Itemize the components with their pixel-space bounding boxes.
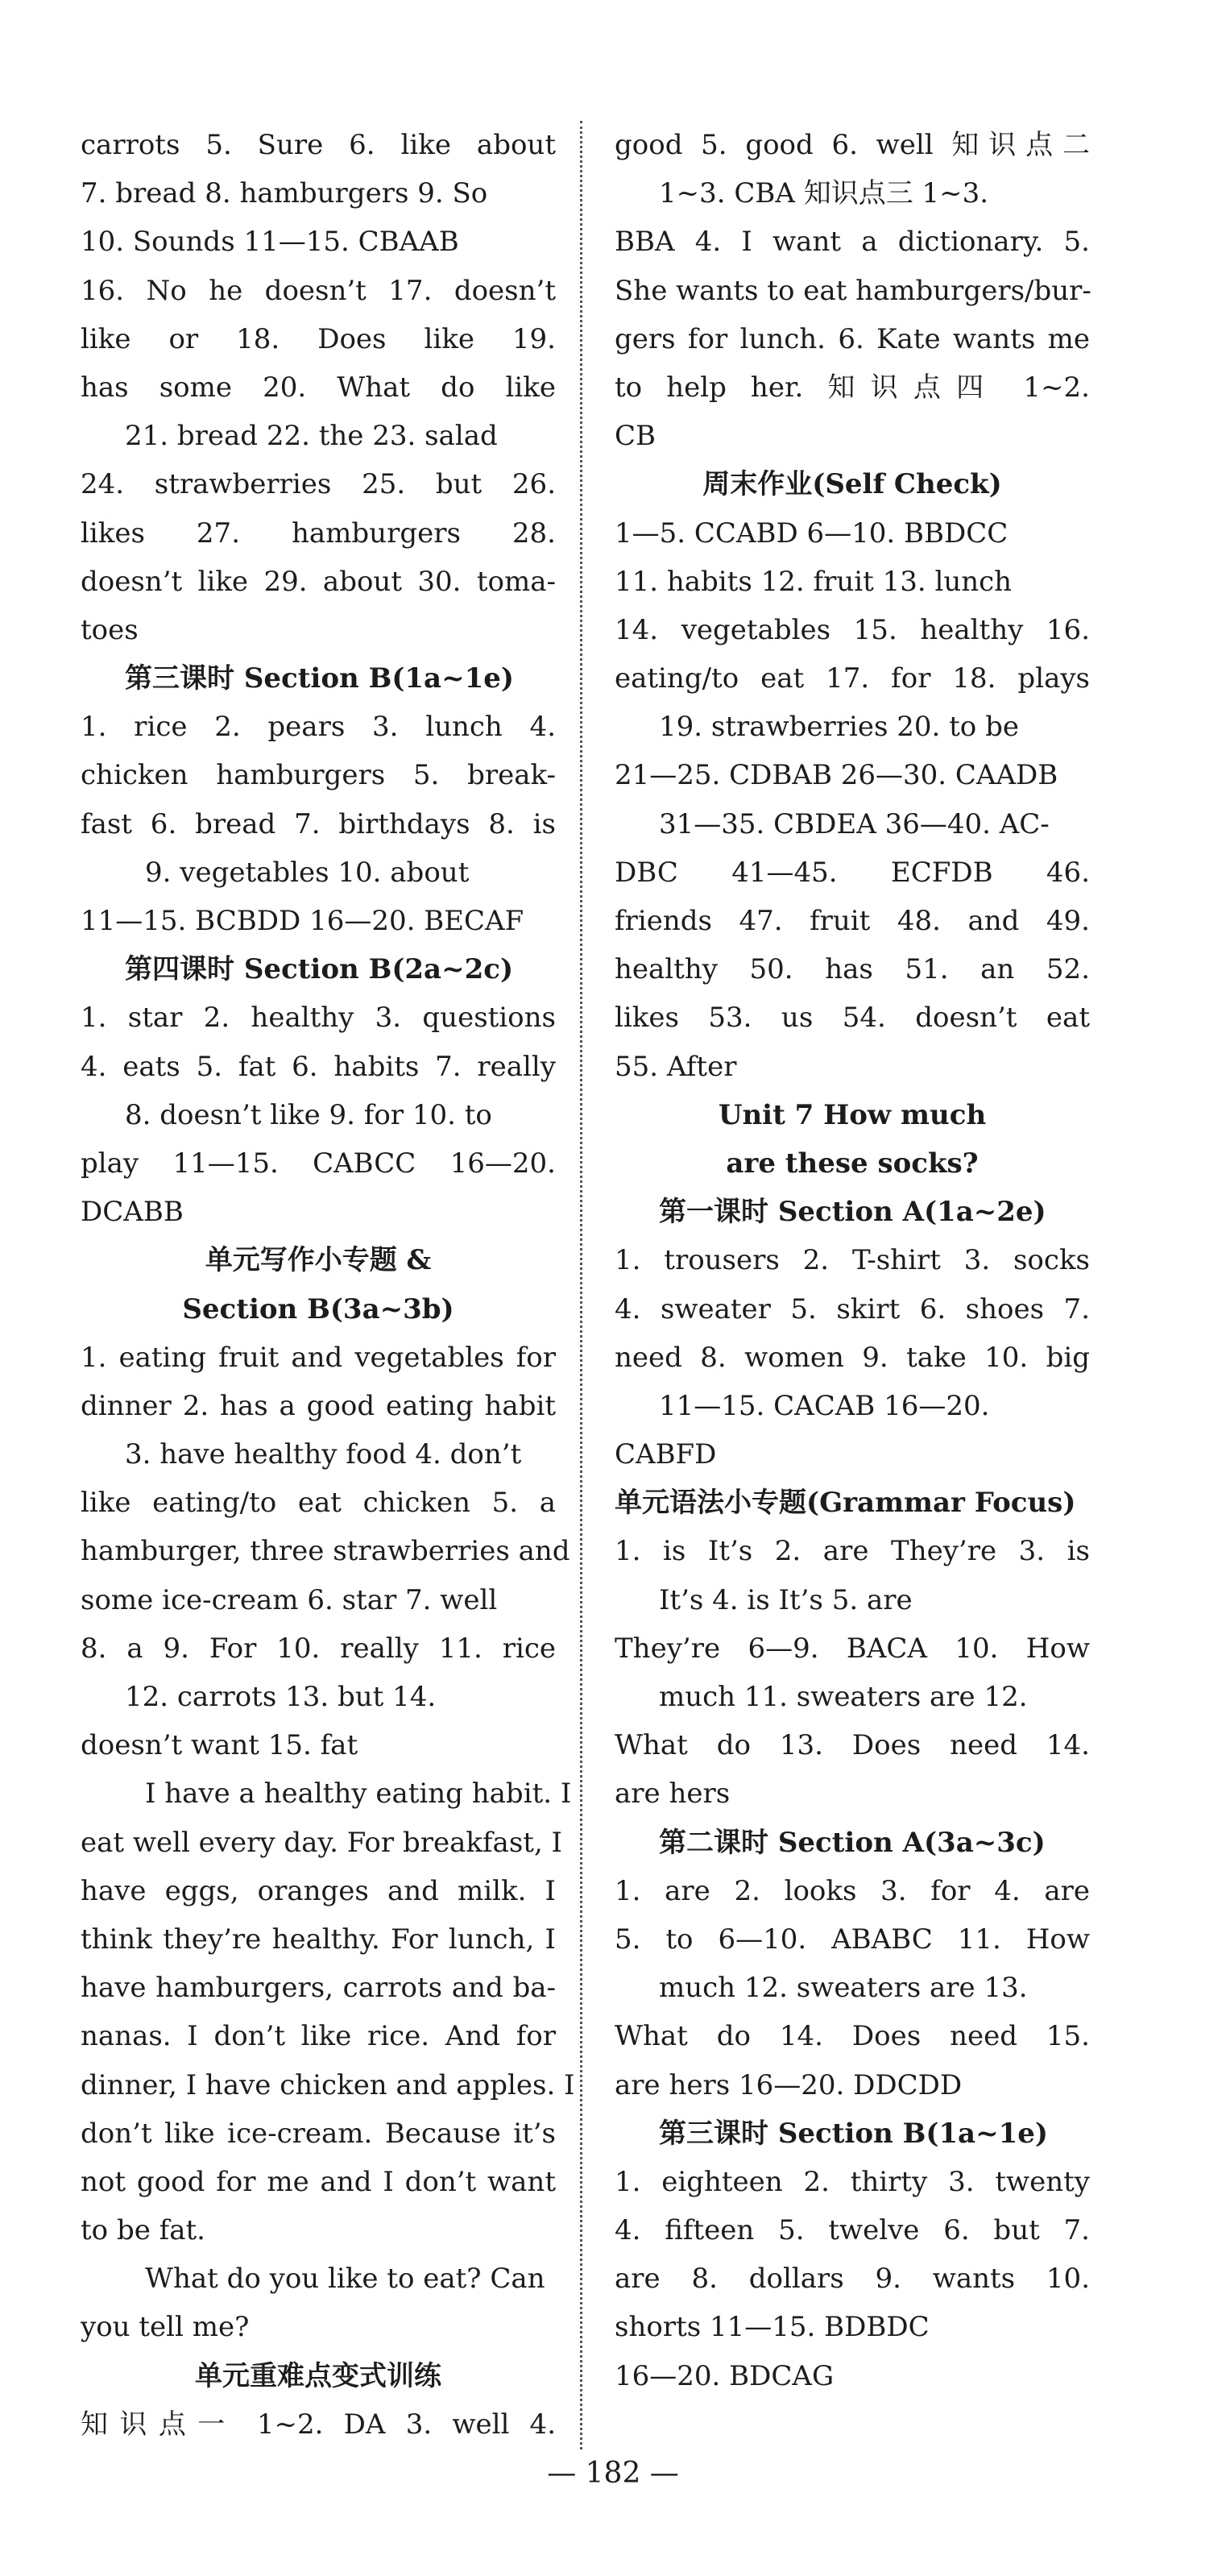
answer-line: 1. are 2. looks 3. for 4. are <box>615 1874 1090 1907</box>
answer-line: shorts 11—15. BDBDC <box>615 2311 930 2344</box>
answer-line: think they’re healthy. For lunch, I <box>81 1923 556 1956</box>
answer-line: carrots 5. Sure 6. like about <box>81 129 556 161</box>
answer-line: It’s 4. is It’s 5. are <box>659 1583 913 1616</box>
answer-line: What do 13. Does need 14. <box>615 1729 1090 1762</box>
answer-line: CB <box>615 420 656 453</box>
answer-line: CABFD <box>615 1438 717 1471</box>
answer-line: has some 20. What do like <box>81 371 556 404</box>
section-heading: 第三课时 Section B(1a~1e) <box>125 662 514 695</box>
section-heading: 第三课时 Section B(1a~1e) <box>659 2117 1048 2150</box>
section-heading: 周末作业(Self Check) <box>702 468 1002 501</box>
section-heading: Section B(3a~3b) <box>182 1292 454 1325</box>
answer-line: 9. vegetables 10. about <box>145 856 470 889</box>
answer-line: 4. sweater 5. skirt 6. shoes 7. <box>615 1292 1090 1325</box>
answer-line: likes 27. hamburgers 28. <box>81 516 556 550</box>
answer-line: 1. eighteen 2. thirty 3. twenty <box>615 2165 1090 2198</box>
answer-line: need 8. women 9. take 10. big <box>615 1341 1090 1374</box>
answer-line: BBA 4. I want a dictionary. 5. <box>615 226 1090 259</box>
answer-line: I have a healthy eating habit. I <box>145 1777 572 1811</box>
answer-line: She wants to eat hamburgers/bur- <box>615 274 1091 307</box>
answer-line: 11. habits 12. fruit 13. lunch <box>615 565 1013 598</box>
answer-line: 16. No he doesn’t 17. doesn’t <box>81 274 556 307</box>
answer-line: 21—25. CDBAB 26—30. CAADB <box>615 759 1058 792</box>
answer-line: 11—15. BCBDD 16—20. BECAF <box>81 905 524 937</box>
answer-line: eat well every day. For breakfast, I <box>81 1826 562 1859</box>
answer-line: 19. strawberries 20. to be <box>659 711 1019 744</box>
answer-line: 8. a 9. For 10. really 11. rice <box>81 1632 556 1665</box>
answer-line: 8. doesn’t like 9. for 10. to <box>125 1098 492 1131</box>
column-divider <box>580 121 582 2449</box>
answer-line: 3. have healthy food 4. don’t <box>125 1438 522 1471</box>
answer-line: gers for lunch. 6. Kate wants me <box>615 322 1090 355</box>
section-heading: 第四课时 Section B(2a~2c) <box>125 953 514 986</box>
left-column <box>81 121 575 2449</box>
answer-line: 1. star 2. healthy 3. questions <box>81 1002 556 1035</box>
answer-line: don’t like ice-cream. Because it’s <box>81 2117 556 2150</box>
answer-line: to be fat. <box>81 2214 205 2247</box>
answer-line: 31—35. CBDEA 36—40. AC- <box>659 807 1050 840</box>
answer-line: 知识点一 1~2. DA 3. well 4. <box>81 2408 556 2441</box>
answer-line: 1—5. CCABD 6—10. BBDCC <box>615 516 1009 550</box>
section-heading: 第一课时 Section A(1a~2e) <box>659 1196 1046 1229</box>
section-heading: Unit 7 How much <box>718 1098 987 1131</box>
answer-line: have eggs, oranges and milk. I <box>81 1874 556 1907</box>
answer-line: 14. vegetables 15. healthy 16. <box>615 613 1090 646</box>
answer-line: to help her. 知识点四 1~2. <box>615 371 1090 404</box>
section-heading: 单元写作小专题 & <box>205 1244 432 1277</box>
answer-line: 11—15. CACAB 16—20. <box>659 1389 990 1422</box>
answer-line: eating/to eat 17. for 18. plays <box>615 662 1090 695</box>
answer-line: 16—20. BDCAG <box>615 2359 835 2392</box>
section-heading: 第二课时 Section A(3a~3c) <box>659 1826 1046 1859</box>
answer-line: 12. carrots 13. but 14. <box>125 1681 437 1713</box>
answer-line: toes <box>81 613 139 646</box>
answer-line: likes 53. us 54. doesn’t eat <box>615 1002 1090 1035</box>
answer-line: not good for me and I don’t want <box>81 2165 556 2198</box>
answer-line: good 5. good 6. well 知识点二 <box>615 129 1090 161</box>
answer-line: doesn’t like 29. about 30. toma- <box>81 565 556 598</box>
answer-line: 21. bread 22. the 23. salad <box>125 420 498 453</box>
answer-line: dinner, I have chicken and apples. I <box>81 2068 575 2101</box>
right-column <box>615 121 1090 2400</box>
answer-line: 5. to 6—10. ABABC 11. How <box>615 1923 1090 1956</box>
answer-line: fast 6. bread 7. birthdays 8. is <box>81 807 556 840</box>
answer-line: What do you like to eat? Can <box>145 2263 545 2296</box>
answer-line: 10. Sounds 11—15. CBAAB <box>81 226 459 259</box>
answer-line: They’re 6—9. BACA 10. How <box>615 1632 1090 1665</box>
page-number: — 182 — <box>547 2457 679 2490</box>
answer-line: much 12. sweaters are 13. <box>659 1972 1028 2005</box>
answer-line: 1. is It’s 2. are They’re 3. is <box>615 1535 1090 1568</box>
answer-line: have hamburgers, carrots and ba- <box>81 1972 556 2005</box>
answer-line: some ice-cream 6. star 7. well <box>81 1583 498 1616</box>
answer-line: 1. trousers 2. T-shirt 3. socks <box>615 1244 1090 1277</box>
answer-line: like eating/to eat chicken 5. a <box>81 1487 556 1520</box>
answer-line: What do 14. Does need 15. <box>615 2020 1090 2053</box>
answer-line: are hers 16—20. DDCDD <box>615 2068 963 2101</box>
answer-line: friends 47. fruit 48. and 49. <box>615 905 1090 937</box>
answer-line: dinner 2. has a good eating habit <box>81 1389 556 1422</box>
answer-line: healthy 50. has 51. an 52. <box>615 953 1090 986</box>
section-heading: 单元语法小专题(Grammar Focus) <box>615 1487 1076 1520</box>
answer-line: 1. rice 2. pears 3. lunch 4. <box>81 711 556 744</box>
answer-line: 1~3. CBA 知识点三 1~3. <box>659 177 989 210</box>
answer-line: chicken hamburgers 5. break- <box>81 759 556 792</box>
answer-line: doesn’t want 15. fat <box>81 1729 358 1762</box>
answer-line: you tell me? <box>81 2311 250 2344</box>
answer-line: 4. fifteen 5. twelve 6. but 7. <box>615 2214 1090 2247</box>
answer-line: 1. eating fruit and vegetables for <box>81 1341 556 1374</box>
answer-line: nanas. I don’t like rice. And for <box>81 2020 556 2053</box>
section-heading: are these socks? <box>726 1147 979 1180</box>
answer-line: like or 18. Does like 19. <box>81 322 556 355</box>
answer-line: DBC 41—45. ECFDB 46. <box>615 856 1090 889</box>
answer-line: hamburger, three strawberries and <box>81 1535 570 1568</box>
answer-line: 4. eats 5. fat 6. habits 7. really <box>81 1050 556 1083</box>
answer-line: 24. strawberries 25. but 26. <box>81 468 556 501</box>
answer-line: are 8. dollars 9. wants 10. <box>615 2263 1090 2296</box>
answer-line: are hers <box>615 1777 731 1811</box>
section-heading: 单元重难点变式训练 <box>195 2359 441 2392</box>
answer-line: much 11. sweaters are 12. <box>659 1681 1028 1713</box>
answer-line: DCABB <box>81 1196 184 1229</box>
answer-line: 7. bread 8. hamburgers 9. So <box>81 177 488 210</box>
answer-line: play 11—15. CABCC 16—20. <box>81 1147 556 1180</box>
answer-line: 55. After <box>615 1050 737 1083</box>
